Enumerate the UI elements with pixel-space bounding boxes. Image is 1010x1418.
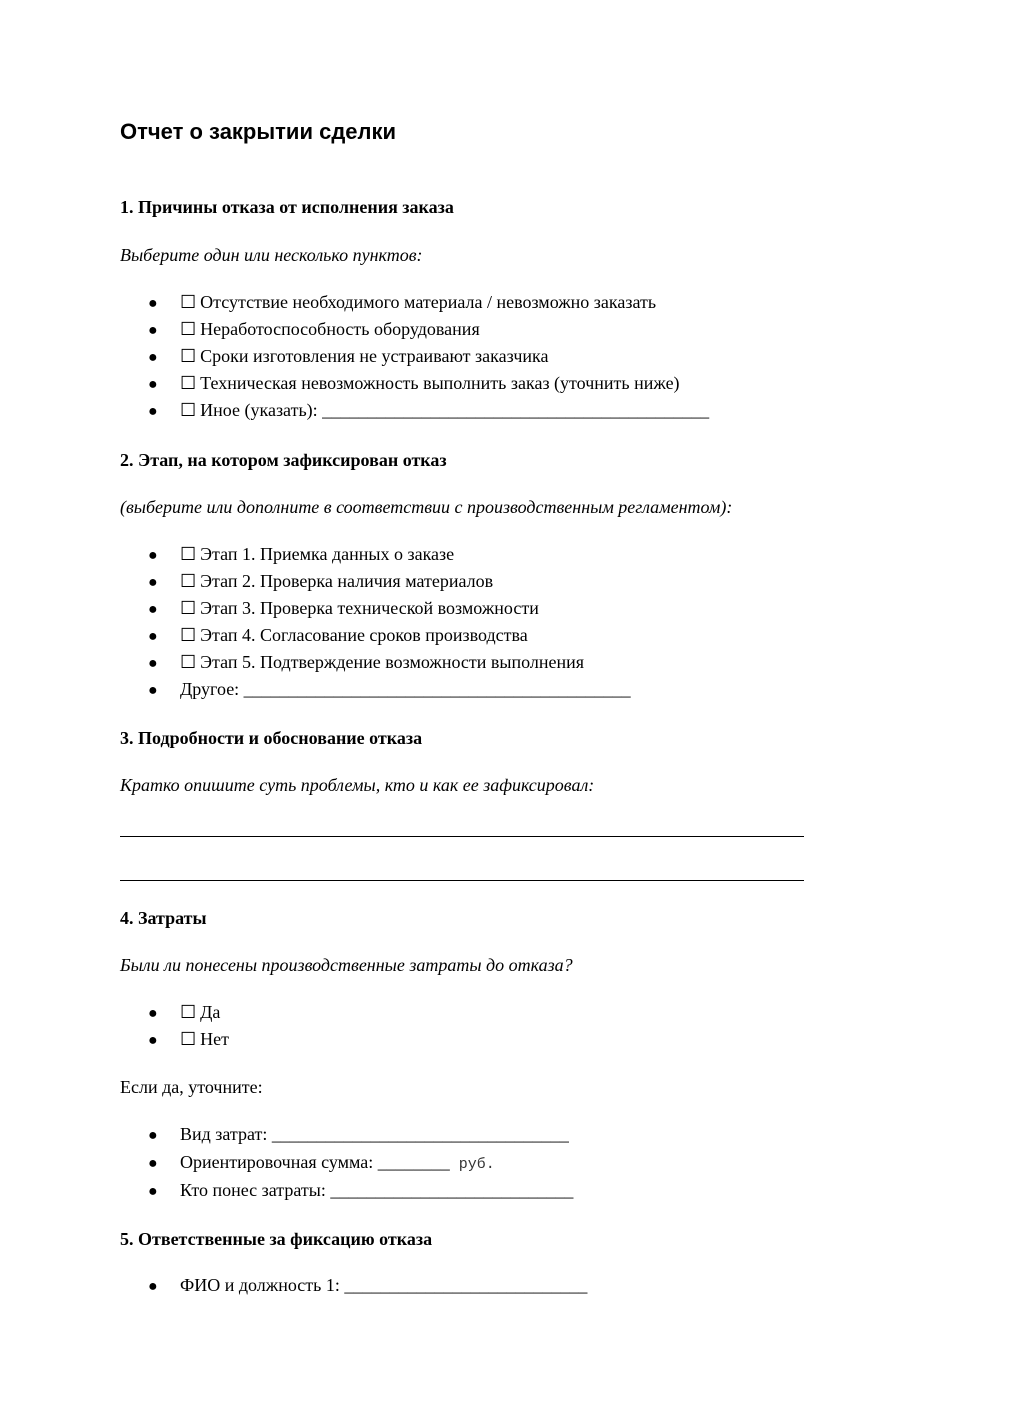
bullet-icon: ●: [148, 682, 158, 699]
list-item-label: Техническая невозможность выполнить заказ (уточнить ниже): [200, 373, 680, 393]
list-item-label: Сроки изготовления не устраивают заказчика: [200, 346, 549, 366]
list-item[interactable]: [148, 399, 709, 423]
currency-label: руб.: [458, 1156, 495, 1173]
list-item[interactable]: [148, 624, 528, 648]
bullet-icon: ●: [148, 628, 158, 645]
list-item[interactable]: [148, 1001, 220, 1025]
list-item[interactable]: [148, 291, 656, 315]
list-item[interactable]: [148, 1179, 573, 1203]
section-2-heading: 2. Этап, на котором зафиксирован отказ: [120, 450, 447, 470]
list-item[interactable]: [148, 1274, 587, 1298]
bullet-icon: ●: [148, 349, 158, 366]
option-no-label: Нет: [200, 1029, 229, 1049]
cost-type-field[interactable]: Вид затрат: _________________________________: [180, 1124, 569, 1144]
checkbox-icon[interactable]: ☐: [180, 598, 197, 618]
section-2-hint: (выберите или дополните в соответствии с производственным регламентом):: [120, 497, 733, 517]
section-1-heading: 1. Причины отказа от исполнения заказа: [120, 197, 454, 217]
section-3-heading: 3. Подробности и обоснование отказа: [120, 728, 423, 748]
bullet-icon: ●: [148, 376, 158, 393]
checkbox-icon[interactable]: ☐: [180, 1029, 197, 1049]
checkbox-icon[interactable]: ☐: [180, 400, 197, 420]
list-item[interactable]: [148, 543, 454, 567]
list-item-label: Этап 2. Проверка наличия материалов: [200, 571, 494, 591]
list-item[interactable]: [148, 570, 493, 594]
list-item-label: Этап 4. Согласование сроков производства: [200, 625, 528, 645]
details-line-1[interactable]: [120, 836, 804, 837]
amount-field[interactable]: Ориентировочная сумма: ________: [180, 1152, 450, 1172]
bullet-icon: ●: [148, 1032, 158, 1049]
option-yes-label: Да: [200, 1002, 221, 1022]
section-5-heading: 5. Ответственные за фиксацию отказа: [120, 1229, 433, 1249]
bullet-icon: ●: [148, 1005, 158, 1022]
list-item[interactable]: [148, 372, 680, 396]
checkbox-icon[interactable]: ☐: [180, 571, 197, 591]
bullet-icon: ●: [148, 322, 158, 339]
list-item-label: Неработоспособность оборудования: [200, 319, 480, 339]
bullet-icon: ●: [148, 547, 158, 564]
responsible-person-field[interactable]: ФИО и должность 1: ___________________________: [180, 1275, 588, 1295]
list-item[interactable]: [148, 597, 539, 621]
list-item-label: Этап 5. Подтверждение возможности выполнения: [200, 652, 585, 672]
checkbox-icon[interactable]: ☐: [180, 319, 197, 339]
other-reason-field[interactable]: Иное (указать): ___________________________________________: [200, 400, 710, 420]
section-4-heading: 4. Затраты: [120, 908, 207, 928]
checkbox-icon[interactable]: ☐: [180, 373, 197, 393]
checkbox-icon[interactable]: ☐: [180, 1002, 197, 1022]
details-line-2[interactable]: [120, 880, 804, 881]
checkbox-icon[interactable]: ☐: [180, 652, 197, 672]
list-item[interactable]: [148, 1123, 569, 1147]
section-4-hint: Были ли понесены производственные затраты до отказа?: [120, 955, 573, 975]
who-paid-field[interactable]: Кто понес затраты: ___________________________: [180, 1180, 574, 1200]
bullet-icon: ●: [148, 1278, 158, 1295]
page-title: Отчет о закрытии сделки: [120, 119, 397, 144]
bullet-icon: ●: [148, 574, 158, 591]
checkbox-icon[interactable]: ☐: [180, 625, 197, 645]
bullet-icon: ●: [148, 601, 158, 618]
section-1-hint: Выберите один или несколько пунктов:: [120, 245, 423, 265]
other-stage-field[interactable]: Другое: ___________________________________________: [180, 679, 631, 699]
if-yes-label: Если да, уточните:: [120, 1077, 263, 1097]
list-item[interactable]: [148, 678, 631, 702]
section-3-hint: Кратко опишите суть проблемы, кто и как ее зафиксировал:: [120, 775, 595, 795]
list-item[interactable]: [148, 318, 480, 342]
list-item-label: Отсутствие необходимого материала / невозможно заказать: [200, 292, 657, 312]
list-item[interactable]: [148, 651, 584, 675]
checkbox-icon[interactable]: ☐: [180, 292, 197, 312]
list-item-label: Этап 3. Проверка технической возможности: [200, 598, 539, 618]
bullet-icon: ●: [148, 1155, 158, 1172]
bullet-icon: ●: [148, 655, 158, 672]
list-item[interactable]: [148, 345, 548, 369]
list-item[interactable]: [148, 1028, 229, 1052]
bullet-icon: ●: [148, 1183, 158, 1200]
list-item[interactable]: [148, 1151, 495, 1176]
list-item-label: Этап 1. Приемка данных о заказе: [200, 544, 455, 564]
bullet-icon: ●: [148, 403, 158, 420]
bullet-icon: ●: [148, 295, 158, 312]
bullet-icon: ●: [148, 1127, 158, 1144]
checkbox-icon[interactable]: ☐: [180, 346, 197, 366]
checkbox-icon[interactable]: ☐: [180, 544, 197, 564]
